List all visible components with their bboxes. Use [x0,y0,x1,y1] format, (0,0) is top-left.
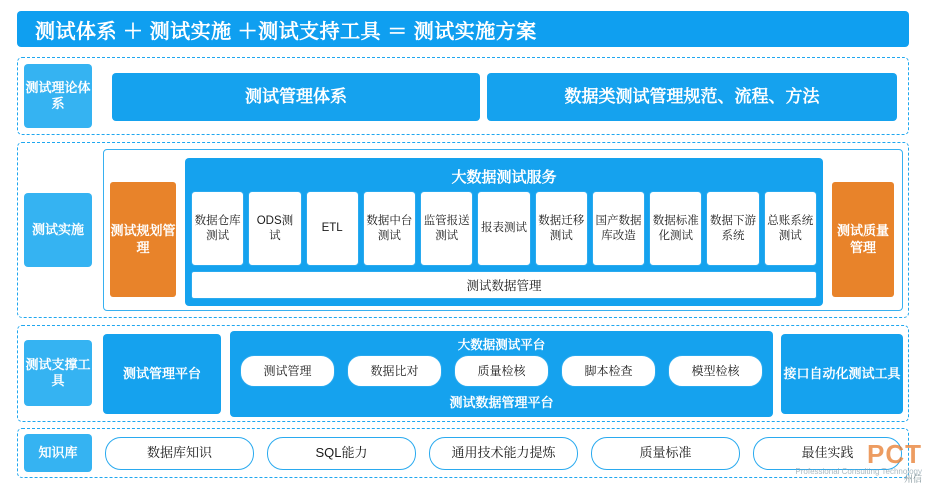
platform-card[interactable]: 数据比对 [347,355,442,387]
block-api-automation-tool[interactable]: 接口自动化测试工具 [781,334,903,414]
big-data-test-service-band [185,158,823,306]
platform-card[interactable]: 模型检核 [668,355,763,387]
block-test-quality-management[interactable]: 测试质量管理 [832,182,894,297]
service-card[interactable]: 国产数据库改造 [592,191,645,266]
service-card[interactable]: 数据标准化测试 [649,191,702,266]
knowledge-card[interactable]: 通用技术能力提炼 [429,437,578,470]
row-label-theory: 测试理论体系 [24,64,92,128]
platform-card[interactable]: 质量检核 [454,355,549,387]
watermark-subtext: 州信 [903,473,922,484]
big-data-test-service-title: 大数据测试服务 [451,169,557,186]
service-card[interactable]: 数据下游系统 [706,191,759,266]
big-data-test-platform-title: 大数据测试平台 [457,338,546,352]
block-test-management-platform[interactable]: 测试管理平台 [103,334,221,414]
platform-card[interactable]: 脚本检查 [561,355,656,387]
service-card[interactable]: 数据仓库测试 [191,191,244,266]
watermark-tagline: Professional Consulting Technology [795,467,922,477]
row-label-knowledge-base: 知识库 [24,434,92,472]
knowledge-card[interactable]: 质量标准 [591,437,740,470]
service-card[interactable]: 报表测试 [477,191,530,266]
row-label-support-tools: 测试支撑工具 [24,340,92,406]
block-data-test-spec[interactable]: 数据类测试管理规范、流程、方法 [487,73,897,121]
knowledge-card[interactable]: 最佳实践 [753,437,902,470]
service-card[interactable]: 数据迁移测试 [535,191,588,266]
test-data-management-platform-label: 测试数据管理平台 [449,395,554,410]
service-card[interactable]: 监管报送测试 [420,191,473,266]
service-card[interactable]: ODS测试 [248,191,301,266]
knowledge-card[interactable]: 数据库知识 [105,437,254,470]
block-test-plan-management[interactable]: 测试规划管理 [110,182,176,297]
knowledge-card[interactable]: SQL能力 [267,437,416,470]
test-data-management-bar[interactable]: 测试数据管理 [191,271,817,299]
diagram-title-bar [17,11,909,47]
big-data-test-service-card-list [191,191,817,266]
watermark-brand: PCT [867,438,922,469]
service-card[interactable]: ETL [306,191,359,266]
knowledge-card-list [105,432,902,474]
service-card[interactable]: 数据中台测试 [363,191,416,266]
page-title: 测试体系 ＋ 测试实施 ＋测试支持工具 ＝ 测试实施方案 [35,20,537,43]
row-label-implementation: 测试实施 [24,193,92,267]
service-card[interactable]: 总账系统测试 [764,191,817,266]
block-test-management-system[interactable]: 测试管理体系 [112,73,480,121]
big-data-test-platform-band [230,331,773,417]
platform-card[interactable]: 测试管理 [240,355,335,387]
big-data-test-platform-card-list [240,355,763,387]
